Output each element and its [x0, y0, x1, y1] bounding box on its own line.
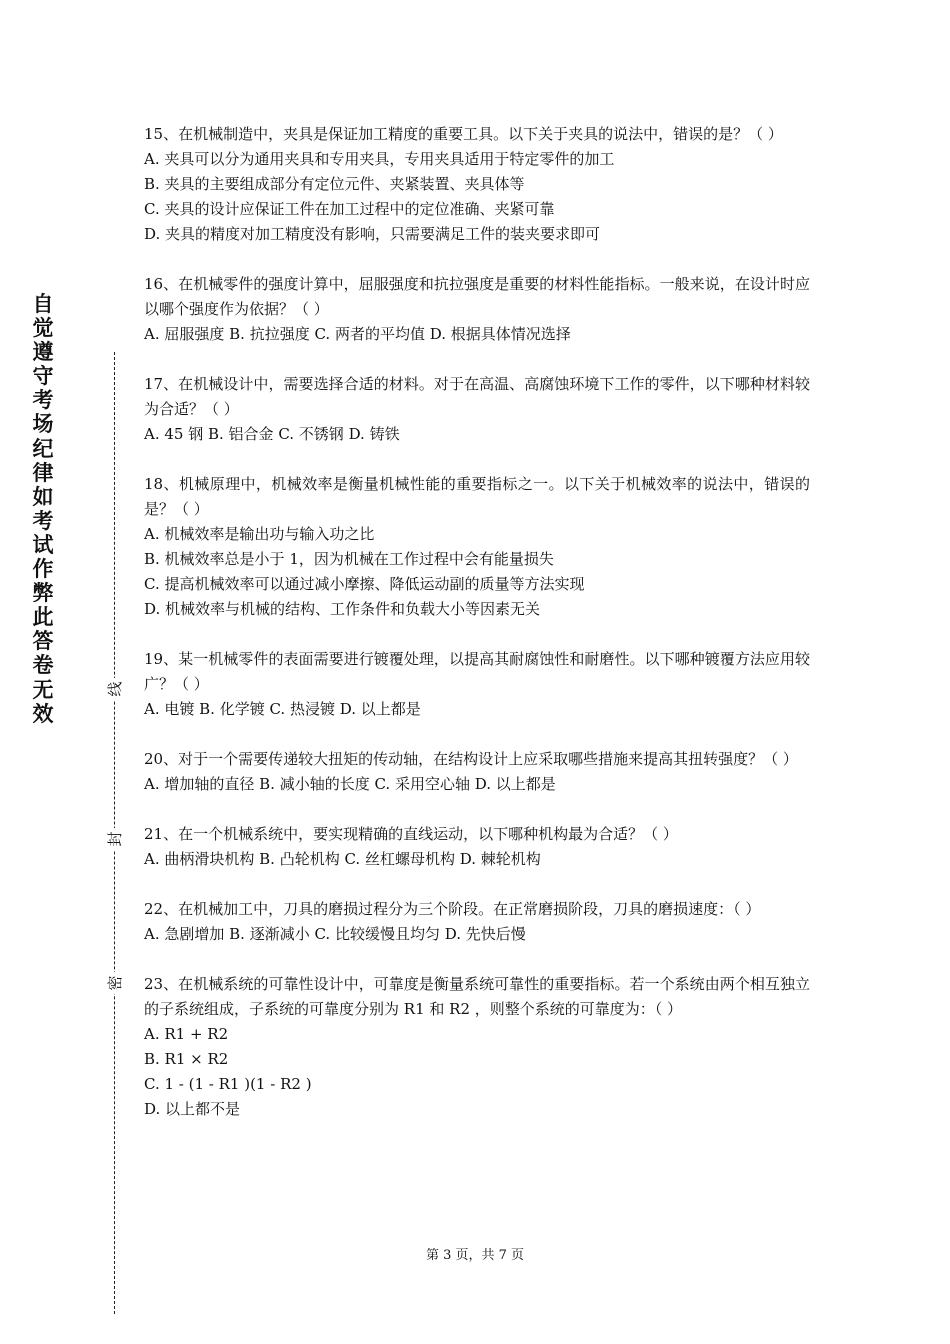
option-line: A. 增加轴的直径 B. 减小轴的长度 C. 采用空心轴 D. 以上都是: [144, 775, 556, 793]
option-c: C. 提高机械效率可以通过减小摩擦、降低运动副的质量等方法实现: [144, 575, 585, 593]
question-17: [144, 372, 810, 447]
option-d: D. 以上都不是: [144, 1100, 241, 1118]
question-stem: 21、在一个机械系统中，要实现精确的直线运动，以下哪种机构最为合适？（ ）: [144, 825, 678, 843]
seal-label-secret: 密: [104, 972, 126, 994]
seal-label-line: 线: [104, 678, 126, 700]
question-stem: 22、在机械加工中，刀具的磨损过程分为三个阶段。在正常磨损阶段，刀具的磨损速度：（ ）: [144, 900, 761, 918]
option-a: A. R1 + R2: [144, 1025, 229, 1043]
option-line: A. 曲柄滑块机构 B. 凸轮机构 C. 丝杠螺母机构 D. 棘轮机构: [144, 850, 541, 868]
question-19: [144, 647, 810, 722]
question-stem: 19、某一机械零件的表面需要进行镀覆处理，以提高其耐腐蚀性和耐磨性。以下哪种镀覆方法应用较广？（ ）: [144, 650, 810, 693]
option-c: C. 夹具的设计应保证工件在加工过程中的定位准确、夹紧可靠: [144, 200, 555, 218]
question-21: [144, 822, 810, 872]
option-a: A. 机械效率是输出功与输入功之比: [144, 525, 375, 543]
page-number: 第 3 页，共 7 页: [425, 1248, 525, 1263]
question-stem: 16、在机械零件的强度计算中，屈服强度和抗拉强度是重要的材料性能指标。一般来说，在设计时应以哪个强度作为依据？（ ）: [144, 275, 810, 318]
option-d: D. 机械效率与机械的结构、工作条件和负载大小等因素无关: [144, 600, 541, 618]
question-stem: 20、对于一个需要传递较大扭矩的传动轴，在结构设计上应采取哪些措施来提高其扭转强度？（ ）: [144, 750, 798, 768]
question-23: [144, 972, 810, 1122]
option-a: A. 夹具可以分为通用夹具和专用夹具，专用夹具适用于特定零件的加工: [144, 150, 615, 168]
option-b: B. 夹具的主要组成部分有定位元件、夹紧装置、夹具体等: [144, 175, 525, 193]
exam-discipline-note: 自觉遵守考场纪律如考试作弊此答卷无效: [32, 292, 54, 726]
question-18: [144, 472, 810, 622]
option-c: C. 1 - (1 - R1 )(1 - R2 ): [144, 1075, 312, 1093]
option-line: A. 电镀 B. 化学镀 C. 热浸镀 D. 以上都是: [144, 700, 421, 718]
question-stem: 15、在机械制造中，夹具是保证加工精度的重要工具。以下关于夹具的说法中，错误的是？（ ）: [144, 125, 783, 143]
question-16: [144, 272, 810, 347]
option-b: B. R1 × R2: [144, 1050, 229, 1068]
option-line: A. 屈服强度 B. 抗拉强度 C. 两者的平均值 D. 根据具体情况选择: [144, 325, 571, 343]
option-b: B. 机械效率总是小于 1，因为机械在工作过程中会有能量损失: [144, 550, 554, 568]
option-line: A. 45 钢 B. 铝合金 C. 不锈钢 D. 铸铁: [144, 425, 400, 443]
question-stem: 18、机械原理中，机械效率是衡量机械性能的重要指标之一。以下关于机械效率的说法中，错误的是？（ ）: [144, 475, 810, 518]
question-list: [144, 122, 810, 1147]
question-22: [144, 897, 810, 947]
seal-label-seal: 封: [104, 828, 126, 850]
option-d: D. 夹具的精度对加工精度没有影响，只需要满足工件的装夹要求即可: [144, 225, 601, 243]
question-stem: 17、在机械设计中，需要选择合适的材料。对于在高温、高腐蚀环境下工作的零件，以下哪种材料较为合适？（ ）: [144, 375, 810, 418]
question-15: [144, 122, 810, 247]
question-stem: 23、在机械系统的可靠性设计中，可靠度是衡量系统可靠性的重要指标。若一个系统由两个相互独立的子系统组成，子系统的可靠度分别为 R1 和 R2 ，则整个系统的可靠度为：（ ）: [144, 975, 810, 1018]
question-20: [144, 747, 810, 797]
option-line: A. 急剧增加 B. 逐渐减小 C. 比较缓慢且均匀 D. 先快后慢: [144, 925, 526, 943]
